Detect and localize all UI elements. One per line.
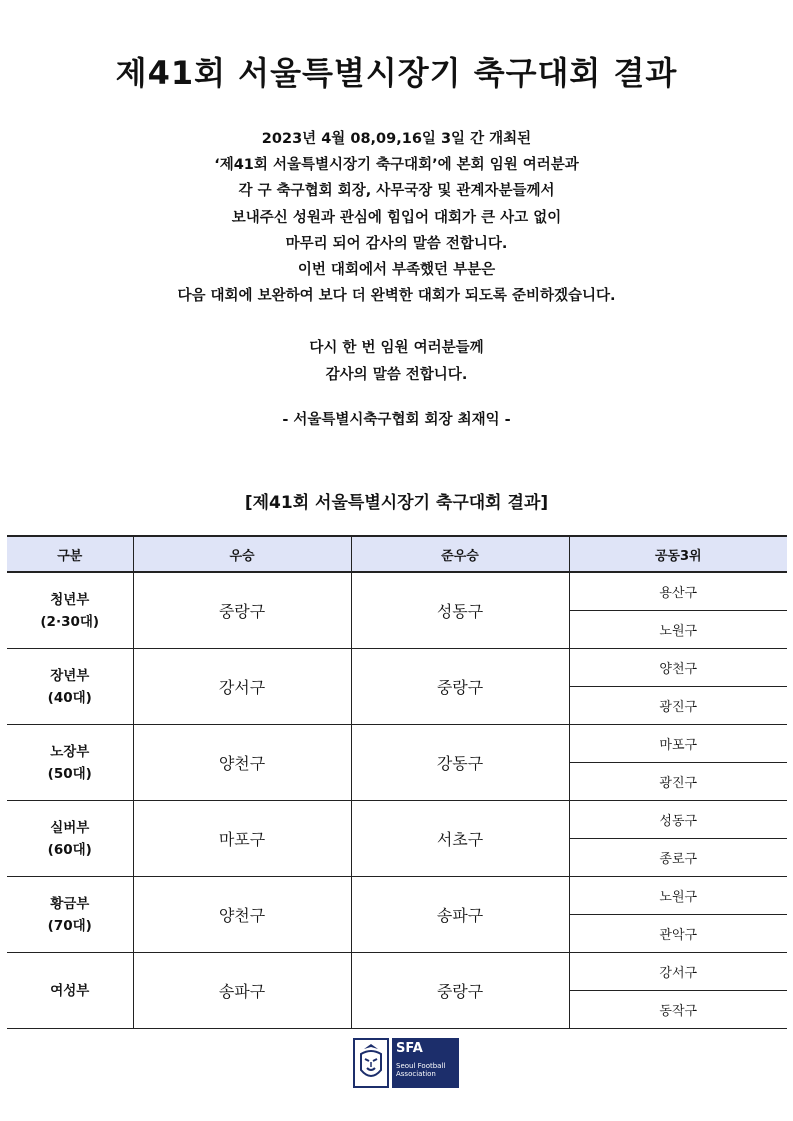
division-name: 장년부 xyxy=(50,667,90,684)
message-gap xyxy=(0,309,793,335)
division-age: (60대) xyxy=(47,841,92,858)
winner-cell: 중랑구 xyxy=(133,572,351,649)
division-age: (70대) xyxy=(47,917,92,934)
third-cell: 노원구 xyxy=(569,877,787,915)
header-third: 공동3위 xyxy=(569,536,787,572)
header-winner: 우승 xyxy=(133,536,351,572)
table-row xyxy=(7,572,787,611)
message-line: 보내주신 성원과 관심에 힘입어 대회가 큰 사고 없이 xyxy=(231,209,562,226)
sfa-logo xyxy=(353,1038,459,1088)
header-division: 구분 xyxy=(7,536,133,572)
division-cell xyxy=(7,953,133,1029)
table-row xyxy=(7,801,787,839)
message-body xyxy=(0,126,793,388)
logo-wordmark xyxy=(392,1038,459,1088)
division-age: (40대) xyxy=(47,689,92,706)
message-line: 이번 대회에서 부족했던 부분은 xyxy=(297,262,496,279)
division-age: (2·30대) xyxy=(40,613,100,630)
division-cell xyxy=(7,572,133,649)
table-row xyxy=(7,877,787,915)
message-line: ‘제41회 서울특별시장기 축구대회’에 본회 임원 여러분과 xyxy=(214,157,579,174)
division-cell xyxy=(7,801,133,877)
winner-cell: 양천구 xyxy=(133,725,351,801)
runner-up-cell: 서초구 xyxy=(351,801,569,877)
runner-up-cell: 중랑구 xyxy=(351,953,569,1029)
message-line: 마무리 되어 감사의 말씀 전합니다. xyxy=(285,235,508,252)
message-line: 2023년 4월 08,09,16일 3일 간 개최된 xyxy=(261,131,532,147)
division-name: 노장부 xyxy=(50,743,90,760)
third-cell: 종로구 xyxy=(569,839,787,877)
table-row xyxy=(7,725,787,763)
tiger-emblem-icon xyxy=(353,1038,389,1088)
runner-up-cell: 강동구 xyxy=(351,725,569,801)
message-line: 각 구 축구협회 회장, 사무국장 및 관계자분들께서 xyxy=(238,183,555,200)
table-row xyxy=(7,649,787,687)
runner-up-cell: 송파구 xyxy=(351,877,569,953)
third-cell: 성동구 xyxy=(569,801,787,839)
third-cell: 마포구 xyxy=(569,725,787,763)
third-cell: 광진구 xyxy=(569,687,787,725)
table-row xyxy=(7,953,787,991)
logo-abbreviation: SFA xyxy=(396,1041,423,1056)
winner-cell: 강서구 xyxy=(133,649,351,725)
division-cell xyxy=(7,649,133,725)
closing-line: 다시 한 번 임원 여러분들께 xyxy=(309,340,484,357)
division-name: 여성부 xyxy=(50,982,90,999)
third-cell: 강서구 xyxy=(569,953,787,991)
third-cell: 동작구 xyxy=(569,991,787,1029)
header-runner-up: 준우승 xyxy=(351,536,569,572)
division-name: 청년부 xyxy=(50,591,90,608)
division-cell xyxy=(7,725,133,801)
closing-line: 감사의 말씀 전합니다. xyxy=(325,366,468,383)
runner-up-cell: 성동구 xyxy=(351,572,569,649)
third-cell: 용산구 xyxy=(569,572,787,611)
third-cell: 광진구 xyxy=(569,763,787,801)
third-cell: 양천구 xyxy=(569,649,787,687)
division-age: (50대) xyxy=(47,765,92,782)
winner-cell: 양천구 xyxy=(133,877,351,953)
third-cell: 노원구 xyxy=(569,611,787,649)
message-line: 다음 대회에 보완하여 보다 더 완벽한 대회가 되도록 준비하겠습니다. xyxy=(177,288,616,305)
division-cell xyxy=(7,877,133,953)
runner-up-cell: 중랑구 xyxy=(351,649,569,725)
logo-full-name: Seoul Football Association xyxy=(396,1062,446,1078)
division-name: 황금부 xyxy=(50,895,90,912)
table-header-row xyxy=(7,536,787,572)
page-title: 제41회 서울특별시장기 축구대회 결과 xyxy=(115,54,678,92)
winner-cell: 송파구 xyxy=(133,953,351,1029)
division-name: 실버부 xyxy=(50,819,90,836)
table-title: [제41회 서울특별시장기 축구대회 결과] xyxy=(244,493,549,513)
signature: - 서울특별시축구협회 회장 최재익 - xyxy=(282,412,511,428)
results-table xyxy=(7,535,787,1029)
third-cell: 관악구 xyxy=(569,915,787,953)
winner-cell: 마포구 xyxy=(133,801,351,877)
